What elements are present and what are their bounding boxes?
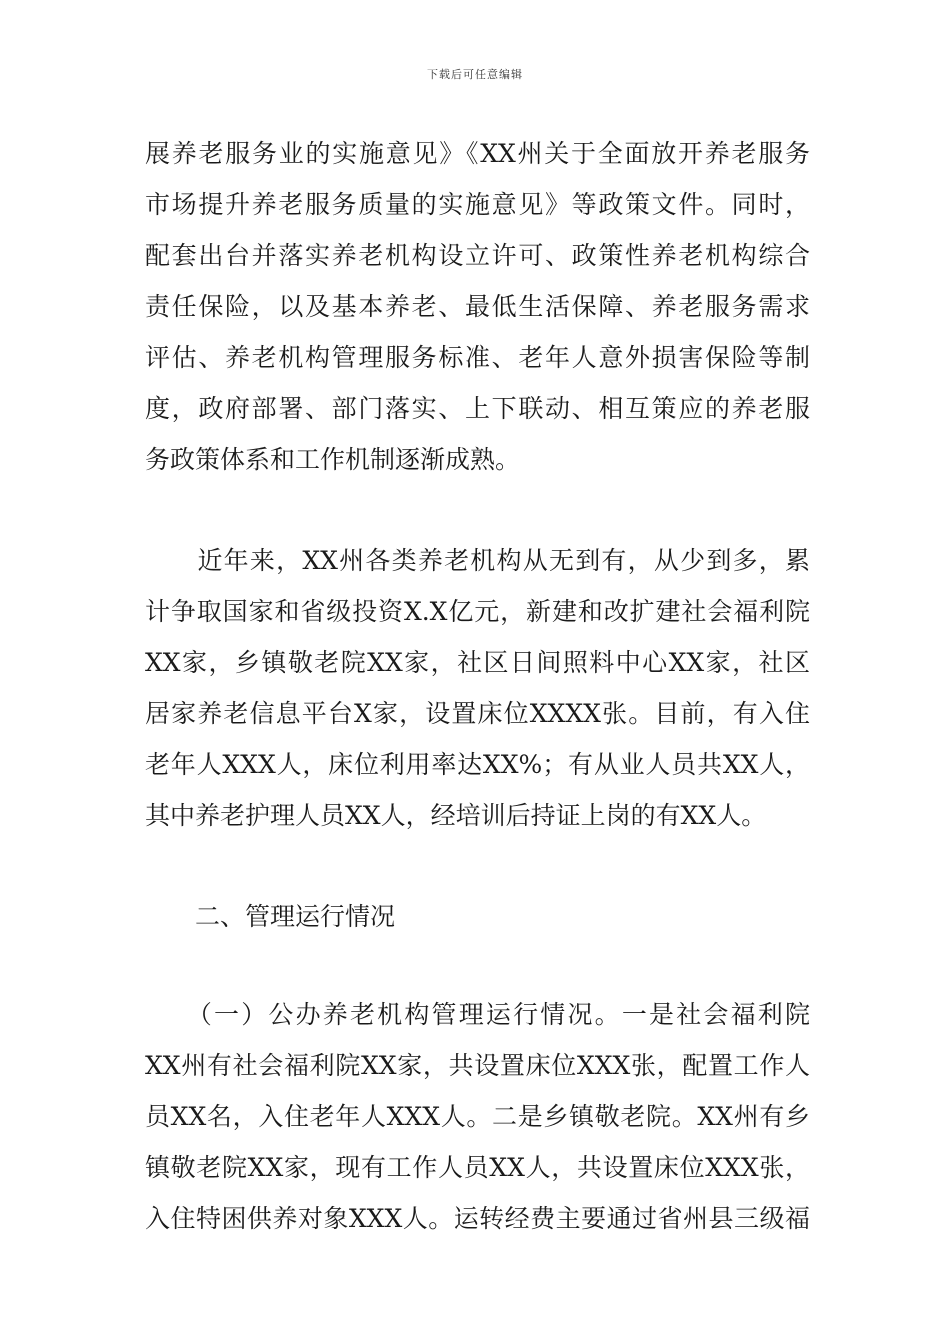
text-line: 展养老服务业的实施意见》《XX州关于全面放开养老服务 xyxy=(145,139,810,168)
text-line: 配套出台并落实养老机构设立许可、政策性养老机构综合 xyxy=(145,241,810,270)
text-line: XX州有社会福利院XX家，共设置床位XXX张，配置工作人 xyxy=(145,1051,810,1080)
text-line: 务政策体系和工作机制逐渐成熟。 xyxy=(145,445,521,474)
paragraph-public-institutions xyxy=(145,989,810,1244)
paragraph-spacer xyxy=(145,841,810,891)
text-line: 责任保险，以及基本养老、最低生活保障、养老服务需求 xyxy=(145,292,810,321)
text-line: 近年来，XX州各类养老机构从无到有，从少到多，累 xyxy=(145,546,810,575)
paragraph-spacer xyxy=(145,942,810,989)
page-header-note: 下载后可任意编辑 xyxy=(427,68,523,81)
text-line: 员XX名，入住老年人XXX人。二是乡镇敬老院。XX州有乡 xyxy=(145,1102,810,1131)
text-line: 居家养老信息平台X家，设置床位XXXX张。目前，有入住 xyxy=(145,699,810,728)
text-line: 其中养老护理人员XX人，经培训后持证上岗的有XX人。 xyxy=(145,801,767,830)
text-line: 计争取国家和省级投资X.X亿元，新建和改扩建社会福利院 xyxy=(145,597,810,626)
text-line: 市场提升养老服务质量的实施意见》等政策文件。同时， xyxy=(145,190,810,219)
text-line: （一）公办养老机构管理运行情况。一是社会福利院 xyxy=(145,1000,810,1029)
paragraph-institution-growth xyxy=(145,535,810,841)
text-line: 评估、养老机构管理服务标准、老年人意外损害保险等制 xyxy=(145,343,810,372)
text-line: 度，政府部署、部门落实、上下联动、相互策应的养老服 xyxy=(145,394,810,423)
paragraph-spacer xyxy=(145,485,810,535)
text-line: 镇敬老院XX家，现有工作人员XX人，共设置床位XXX张， xyxy=(145,1153,810,1182)
paragraph-policy-documents xyxy=(145,128,810,485)
text-line: 入住特困供养对象XXX人。运转经费主要通过省州县三级福 xyxy=(145,1204,810,1233)
document-body xyxy=(145,128,810,1244)
text-line: XX家，乡镇敬老院XX家，社区日间照料中心XX家，社区 xyxy=(145,648,810,677)
section-heading: 二、管理运行情况 xyxy=(145,902,396,931)
text-line: 老年人XXX人，床位利用率达XX%；有从业人员共XX人， xyxy=(145,750,810,779)
